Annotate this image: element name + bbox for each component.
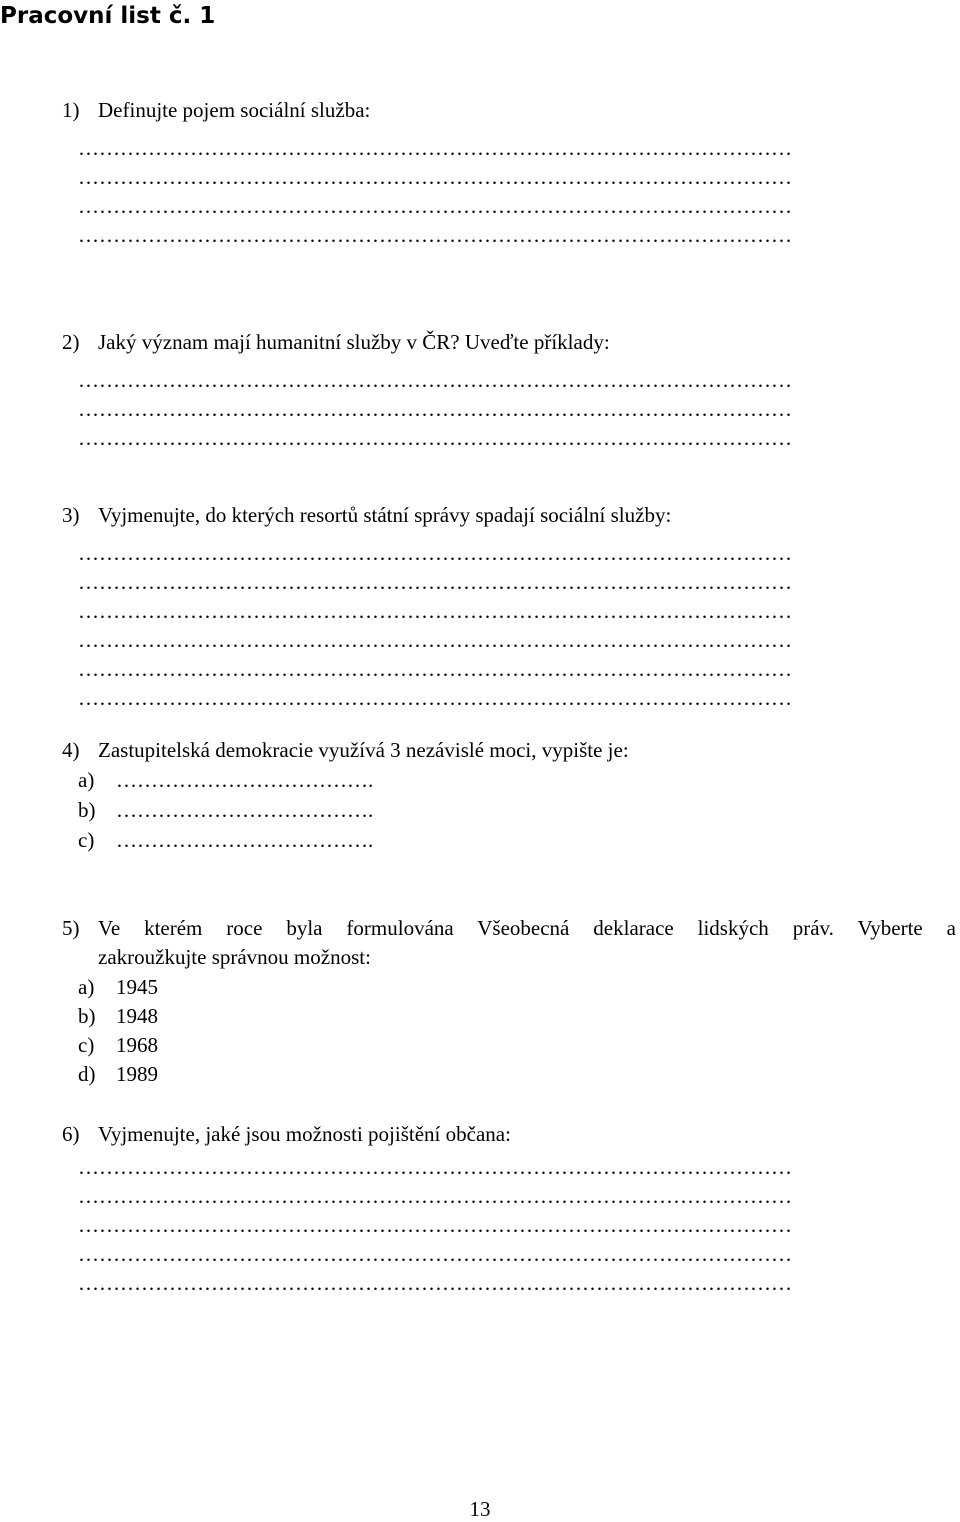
answer-line[interactable]: ………………………………………………………………………………………… bbox=[78, 196, 792, 216]
question-text: Jaký význam mají humanitní služby v ČR? Uveďte příklady: bbox=[98, 330, 610, 354]
question-text: Zastupitelská demokracie využívá 3 nezávislé moci, vypište je: bbox=[98, 738, 629, 762]
question-3 bbox=[62, 501, 671, 529]
answer-line[interactable]: ………………………………………………………………………………………… bbox=[78, 572, 792, 592]
question-number: 3) bbox=[62, 503, 80, 527]
question-text: Vyjmenujte, jaké jsou možnosti pojištění občana: bbox=[98, 1122, 511, 1146]
option-value: 1945 bbox=[116, 975, 158, 999]
answer-line[interactable]: ………………………………………………………………………………………… bbox=[78, 1215, 792, 1235]
answer-option[interactable] bbox=[78, 826, 501, 854]
question-number: 2) bbox=[62, 330, 80, 354]
answer-line[interactable]: ………………………………………………………………………………………… bbox=[78, 630, 792, 650]
question-text: Definujte pojem sociální služba: bbox=[98, 98, 371, 122]
answer-line[interactable]: ………………………………………………………………………………………… bbox=[78, 1244, 792, 1264]
answer-line[interactable]: ………………………………………………………………………………………… bbox=[78, 601, 792, 621]
option-value: 1968 bbox=[116, 1033, 158, 1057]
question-number: 1) bbox=[62, 98, 80, 122]
question-text: Ve kterém roce byla formulována Všeobecná deklarace lidských práv. Vyberte a bbox=[98, 916, 956, 940]
question-number: 5) bbox=[62, 916, 80, 940]
answer-line[interactable]: ………………………………………………………………………………………… bbox=[78, 1273, 792, 1293]
answer-line[interactable]: ………………………………………………………………………………………… bbox=[78, 399, 792, 419]
answer-dots[interactable]: ………………………………. bbox=[116, 828, 374, 852]
answer-line[interactable]: ………………………………………………………………………………………… bbox=[78, 1186, 792, 1206]
answer-option[interactable] bbox=[78, 766, 501, 794]
option-label: c) bbox=[78, 1033, 95, 1057]
answer-dots[interactable]: ………………………………. bbox=[116, 768, 374, 792]
question-4 bbox=[62, 736, 629, 764]
question-5 bbox=[62, 914, 956, 942]
question-number: 6) bbox=[62, 1122, 80, 1146]
answer-line[interactable]: ………………………………………………………………………………………… bbox=[78, 167, 792, 187]
answer-line[interactable]: ………………………………………………………………………………………… bbox=[78, 688, 792, 708]
question-number: 4) bbox=[62, 738, 80, 762]
question-text-continuation: zakroužkujte správnou možnost: bbox=[98, 945, 371, 969]
answer-option[interactable] bbox=[78, 1060, 158, 1088]
answer-line[interactable]: ………………………………………………………………………………………… bbox=[78, 225, 792, 245]
option-label: c) bbox=[78, 828, 95, 852]
answer-option[interactable] bbox=[78, 1002, 158, 1030]
option-label: d) bbox=[78, 1062, 96, 1086]
answer-line[interactable]: ………………………………………………………………………………………… bbox=[78, 428, 792, 448]
answer-line[interactable]: ………………………………………………………………………………………… bbox=[78, 138, 792, 158]
option-label: b) bbox=[78, 798, 96, 822]
answer-line[interactable]: ………………………………………………………………………………………… bbox=[78, 1157, 792, 1177]
answer-line[interactable]: ………………………………………………………………………………………… bbox=[78, 659, 792, 679]
option-value: 1989 bbox=[116, 1062, 158, 1086]
worksheet-title: Pracovní list č. 1 bbox=[0, 3, 216, 29]
option-label: b) bbox=[78, 1004, 96, 1028]
question-1 bbox=[62, 96, 370, 124]
option-label: a) bbox=[78, 975, 95, 999]
answer-dots[interactable]: ………………………………. bbox=[116, 798, 374, 822]
page-number: 13 bbox=[469, 1497, 491, 1521]
question-2 bbox=[62, 328, 610, 356]
answer-option[interactable] bbox=[78, 1031, 158, 1059]
answer-option[interactable] bbox=[78, 796, 501, 824]
answer-line[interactable]: ………………………………………………………………………………………… bbox=[78, 370, 792, 390]
answer-option[interactable] bbox=[78, 973, 158, 1001]
question-6 bbox=[62, 1120, 511, 1148]
question-text: Vyjmenujte, do kterých resortů státní správy spadají sociální služby: bbox=[98, 503, 672, 527]
option-value: 1948 bbox=[116, 1004, 158, 1028]
option-label: a) bbox=[78, 768, 95, 792]
answer-line[interactable]: ………………………………………………………………………………………… bbox=[78, 543, 792, 563]
